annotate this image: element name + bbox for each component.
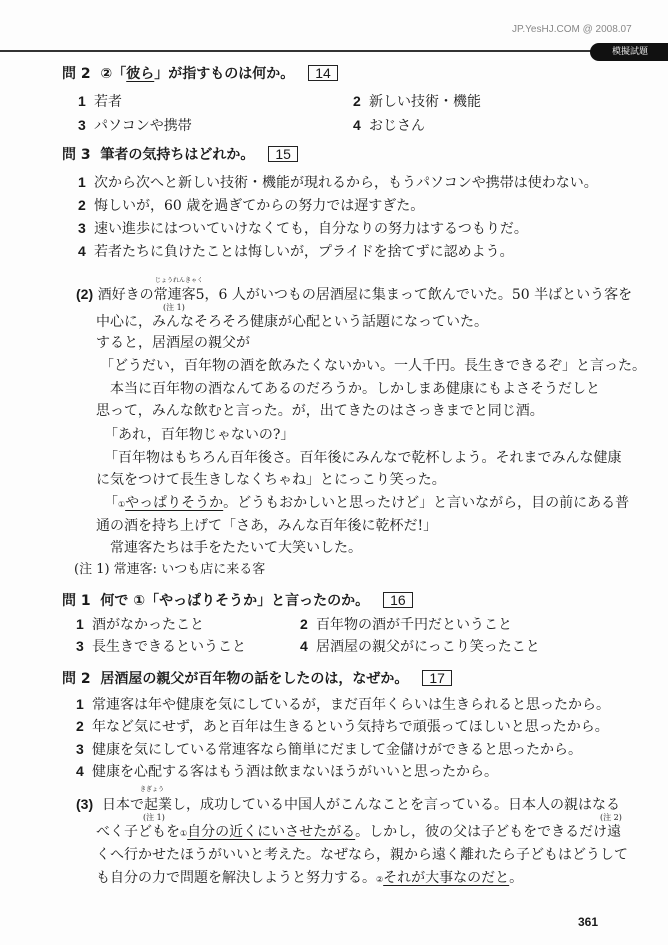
option-number: 2 xyxy=(353,93,361,109)
answer-box[interactable]: 14 xyxy=(308,65,338,81)
option-text: 健康を気にしている常連客なら簡単にだまして金儲けができると思ったから。 xyxy=(92,742,582,758)
option-number: 3 xyxy=(78,220,86,236)
passage-line: に気をつけて長生きしなくちゃね」とにっこり笑った。 xyxy=(96,472,446,488)
option-text: 若者たちに負けたことは悔しいが，プライドを捨てずに認めよう。 xyxy=(94,244,514,260)
passage-line: 通の酒を持ち上げて「さあ，みんな百年後に乾杯だ!」 xyxy=(96,518,438,534)
header-rule xyxy=(0,50,600,52)
question-heading xyxy=(62,670,452,688)
passage-line: 本当に百年物の酒なんてあるのだろうか。しかしまあ健康にもよさそうだしと xyxy=(110,381,600,397)
footnote: (注 1) 常連客: いつも店に来る客 xyxy=(74,562,266,577)
option-text: 悔しいが，60 歳を過ぎてからの努力では遅すぎた。 xyxy=(94,198,425,214)
question-number: 問 2 xyxy=(62,66,91,82)
passage-label: (3) xyxy=(76,796,94,812)
option-text: 新しい技術・機能 xyxy=(369,94,481,110)
answer-box[interactable]: 16 xyxy=(383,592,413,608)
answer-box[interactable]: 15 xyxy=(268,146,298,162)
question-heading xyxy=(62,146,298,164)
option[interactable] xyxy=(300,615,512,634)
question-heading xyxy=(62,592,413,610)
option-number: 3 xyxy=(76,741,84,757)
option[interactable] xyxy=(78,242,514,261)
text: 日本で xyxy=(102,797,145,813)
option-number: 4 xyxy=(76,763,84,779)
text: 「 xyxy=(104,495,118,511)
option-text: 常連客は年や健康を気にしているが，まだ百年くらいは生きられると思ったから。 xyxy=(92,697,610,713)
option-number: 4 xyxy=(353,117,361,133)
option-number: 3 xyxy=(78,117,86,133)
option[interactable] xyxy=(76,762,498,781)
option[interactable] xyxy=(300,637,540,656)
passage-line: 常連客たちは手をたたいて大笑いした。 xyxy=(110,540,362,556)
q-text: 何で ①「 xyxy=(100,593,160,609)
q-text: 居酒屋の親父が百年物の話をしたのは，なぜか。 xyxy=(100,671,409,687)
option-number: 1 xyxy=(78,93,86,109)
note-marker: (注 2) xyxy=(600,813,622,822)
ref-text: やっぱりそうか xyxy=(159,593,258,609)
answer-box[interactable]: 17 xyxy=(422,670,452,686)
option-text: パソコンや携帯 xyxy=(94,118,192,134)
option-text: 次から次へと新しい技術・機能が現れるから，もうパソコンや携帯は使わない。 xyxy=(94,175,598,191)
option-text: 年など気にせず，あと百年は生きるという気持ちで頑張ってほしいと思ったから。 xyxy=(92,719,609,735)
passage-line: すると，居酒屋の親父が xyxy=(96,335,250,351)
option[interactable] xyxy=(78,219,528,238)
watermark: JP.YesHJ.COM @ 2008.07 xyxy=(512,24,632,35)
question-number: 問 2 xyxy=(62,671,91,687)
ruby-reading: きぎょう xyxy=(140,786,165,793)
ref-mark: ① xyxy=(118,500,126,509)
text: し，成功している中国人がこんなことを言っている。日本人の親はなる xyxy=(172,797,621,813)
text: も自分の力で問題を解決しようと努力する。 xyxy=(96,870,376,886)
text: 。しかし，彼の父は子どもをできるだけ遠 xyxy=(355,824,622,840)
option-text: 百年物の酒が千円だということ xyxy=(316,617,512,633)
question-heading xyxy=(62,65,338,83)
ruby-reading: じょうれんきゃく xyxy=(155,277,204,284)
passage-line: くへ行かせたほうがいいと考えた。なぜなら，親から遠く離れたら子どもはどうして xyxy=(96,847,628,863)
text: 酒好きの xyxy=(97,287,154,303)
option-number: 1 xyxy=(76,696,84,712)
section-tab: 模擬試題 xyxy=(590,43,668,61)
option[interactable] xyxy=(76,695,610,714)
underlined-ref: やっぱりそうか xyxy=(125,495,224,511)
question-number: 問 3 xyxy=(62,147,91,163)
passage-line xyxy=(76,285,632,304)
annotated-word: 起業 xyxy=(144,797,173,813)
option-number: 4 xyxy=(300,638,308,654)
option[interactable] xyxy=(76,740,582,759)
option-text: 速い進歩にはついていけなくても，自分なりの努力はするつもりだ。 xyxy=(94,221,528,237)
note-marker: (注 1) xyxy=(163,303,185,312)
option-text: 居酒屋の親父がにっこり笑ったこと xyxy=(316,639,540,655)
option-number: 2 xyxy=(78,197,86,213)
option-text: 健康を心配する客はもう酒は飲まないほうがいいと思ったから。 xyxy=(92,764,498,780)
option-number: 3 xyxy=(76,638,84,654)
option-number: 1 xyxy=(78,174,86,190)
passage-line xyxy=(104,494,629,514)
option-text: 長生きできるということ xyxy=(92,639,246,655)
passage-line: 「あれ，百年物じゃないの?」 xyxy=(104,427,295,443)
underlined-ref: 彼ら xyxy=(126,66,155,82)
passage-line: 思って，みんな飲むと言った。が，出てきたのはさっきまでと同じ酒。 xyxy=(96,403,544,419)
ref-mark: ② xyxy=(376,875,384,884)
option[interactable] xyxy=(353,116,425,135)
page-number: 361 xyxy=(578,915,599,929)
option[interactable] xyxy=(353,92,481,111)
passage-line xyxy=(76,795,620,814)
passage-line: 「どうだい，百年物の酒を飲みたくないかい。一人千円。長生きできるぞ」と言った。 xyxy=(100,358,646,374)
q-text: 」が指すものは何か。 xyxy=(154,66,295,82)
passage-line xyxy=(96,823,621,843)
option[interactable] xyxy=(78,116,192,135)
q-text: 「 xyxy=(112,66,127,82)
passage-line: 中心に，みんなそろそろ健康が心配という話題になっていた。 xyxy=(96,314,488,330)
text: 5，6 人がいつもの居酒屋に集まって飲んでいた。50 半ばという客を xyxy=(195,287,633,303)
text: 。どうもおかしいと思ったけど」と言いながら，目の前にある普 xyxy=(223,495,630,511)
option[interactable] xyxy=(76,637,246,656)
option[interactable] xyxy=(76,717,609,736)
annotated-word: 常連客 xyxy=(153,287,196,303)
ref-mark: ① xyxy=(180,829,188,838)
option-number: 2 xyxy=(300,616,308,632)
option-number: 2 xyxy=(76,718,84,734)
option-number: 4 xyxy=(78,243,86,259)
q-text: 」と言ったのか。 xyxy=(257,593,370,609)
text: 。 xyxy=(509,870,524,886)
note-marker: (注 1) xyxy=(143,813,165,822)
question-number: 問 1 xyxy=(62,593,91,609)
option[interactable] xyxy=(76,615,204,634)
ref-mark: ② xyxy=(100,66,113,82)
option-text: 若者 xyxy=(94,94,122,110)
underlined-ref: 自分の近くにいさせたがる xyxy=(187,824,356,840)
option-number: 1 xyxy=(76,616,84,632)
passage-label: (2) xyxy=(76,286,94,302)
passage-line: 「百年物はもちろん百年後さ。百年後にみんなで乾杯しよう。それまでみんな健康 xyxy=(104,450,622,466)
option-text: 酒がなかったこと xyxy=(92,617,204,633)
option[interactable] xyxy=(78,92,122,111)
passage-line xyxy=(96,869,523,889)
q-text: 筆者の気持ちはどれか。 xyxy=(100,147,255,163)
underlined-ref: それが大事なのだと xyxy=(383,870,510,886)
text: べく子どもを xyxy=(96,824,180,840)
option-text: おじさん xyxy=(369,118,425,134)
option[interactable] xyxy=(78,196,424,215)
option[interactable] xyxy=(78,173,598,192)
